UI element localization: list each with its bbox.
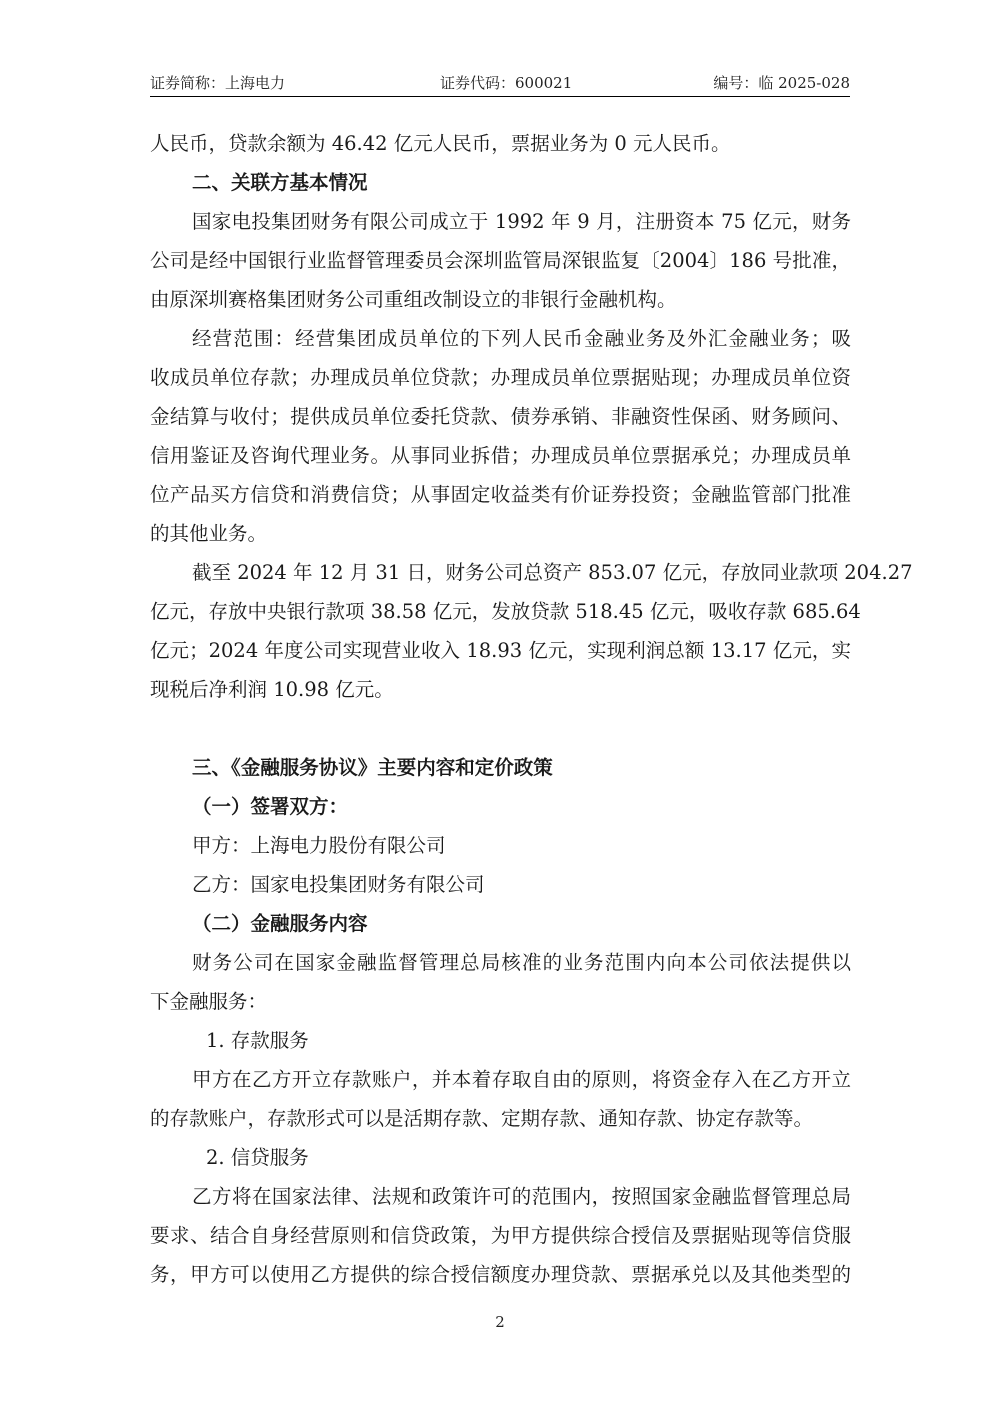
body-line: 下金融服务：	[150, 990, 268, 1013]
header-stock-name: 证券简称：上海电力	[150, 74, 286, 92]
document-body	[150, 124, 913, 1294]
body-line: 经营范围：经营集团成员单位的下列人民币金融业务及外汇金融业务；吸	[192, 327, 851, 350]
body-line: 现税后净利润 10.98 亿元。	[150, 678, 394, 701]
body-line: 人民币，贷款余额为 46.42 亿元人民币，票据业务为 0 元人民币。	[150, 132, 731, 155]
body-line: 位产品买方信贷和消费信贷；从事固定收益类有价证券投资；金融监管部门批准	[150, 483, 851, 506]
body-line: 的其他业务。	[150, 522, 268, 545]
body-line: 金结算与收付；提供成员单位委托贷款、债券承销、非融资性保函、财务顾问、	[150, 405, 851, 428]
section-heading: 二、关联方基本情况	[192, 171, 368, 194]
body-line: 甲方在乙方开立存款账户，并本着存取自由的原则，将资金存入在乙方开立	[192, 1068, 851, 1091]
list-item-heading: 2. 信贷服务	[206, 1146, 309, 1169]
body-line: 收成员单位存款；办理成员单位贷款；办理成员单位票据贴现；办理成员单位资	[150, 366, 851, 389]
header-stock-code: 证券代码：600021	[440, 74, 573, 92]
body-line: 由原深圳赛格集团财务公司重组改制设立的非银行金融机构。	[150, 288, 677, 311]
body-line: 乙方将在国家法律、法规和政策许可的范围内，按照国家金融监督管理总局	[192, 1185, 851, 1208]
subsection-heading: （二）金融服务内容	[192, 912, 368, 935]
page-header	[150, 70, 850, 96]
body-line: 公司是经中国银行业监督管理委员会深圳监管局深银监复〔2004〕186 号批准，	[150, 249, 851, 272]
body-line: 信用鉴证及咨询代理业务。从事同业拆借；办理成员单位票据承兑；办理成员单	[150, 444, 851, 467]
body-line: 要求、结合自身经营原则和信贷政策，为甲方提供综合授信及票据贴现等信贷服	[150, 1224, 851, 1247]
page-number: 2	[495, 1313, 505, 1331]
body-line: 国家电投集团财务有限公司成立于 1992 年 9 月，注册资本 75 亿元，财务	[192, 210, 851, 233]
body-line: 亿元，存放中央银行款项 38.58 亿元，发放贷款 518.45 亿元，吸收存款 685.64	[150, 600, 861, 623]
party-b: 乙方：国家电投集团财务有限公司	[192, 873, 485, 896]
header-doc-number: 编号：临 2025-028	[713, 74, 850, 92]
list-item-heading: 1. 存款服务	[206, 1029, 309, 1052]
party-a: 甲方：上海电力股份有限公司	[192, 834, 446, 857]
body-line: 务，甲方可以使用乙方提供的综合授信额度办理贷款、票据承兑以及其他类型的	[150, 1263, 851, 1286]
body-line: 的存款账户，存款形式可以是活期存款、定期存款、通知存款、协定存款等。	[150, 1107, 814, 1130]
body-line: 财务公司在国家金融监督管理总局核准的业务范围内向本公司依法提供以	[192, 951, 851, 974]
body-line: 截至 2024 年 12 月 31 日，财务公司总资产 853.07 亿元，存放同业款项 204.27	[192, 561, 913, 584]
header-divider	[150, 96, 850, 97]
section-heading: 三、《金融服务协议》主要内容和定价政策	[192, 756, 553, 779]
paragraph-gap	[150, 709, 851, 748]
body-line: 亿元；2024 年度公司实现营业收入 18.93 亿元，实现利润总额 13.17 亿元，实	[150, 639, 851, 662]
subsection-heading: （一）签署双方：	[192, 795, 349, 818]
